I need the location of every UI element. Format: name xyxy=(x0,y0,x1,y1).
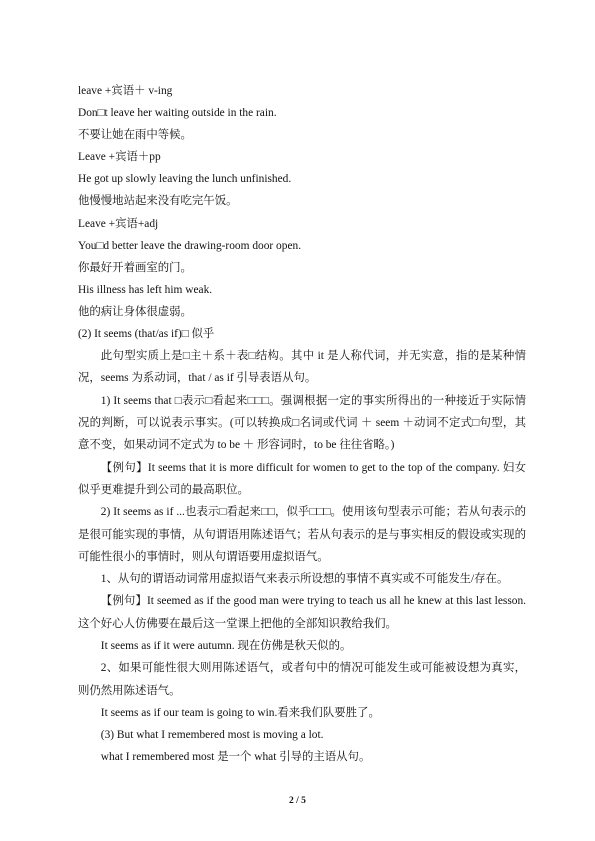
document-body xyxy=(78,80,526,769)
text-line: Don□t leave her waiting outside in the rain. xyxy=(78,107,277,120)
text-line: Leave +宾语+adj xyxy=(78,217,159,230)
example-paragraph: 【例句】It seems that it is more difficult for women to get to the top of the company. 妇女似乎更难提升到公司的最高职位。 xyxy=(78,461,526,496)
paragraph: It seems as if our team is going to win.看来我们队要胜了。 xyxy=(100,706,380,719)
text-line: You□d better leave the drawing-room door open. xyxy=(78,239,302,252)
example-paragraph: 【例句】It seemed as if the good man were trying to teach us all he knew at this last lesson.这个好心人仿佛要在最后这一堂课上把他的全部知识教给我们。 xyxy=(78,595,526,630)
section-heading: (3) But what I remembered most is moving a lot. xyxy=(100,729,324,742)
page-number: 2 / 5 xyxy=(289,796,306,806)
paragraph: 2) It seems as if ...也表示□看起来□□，似乎□□□。使用该句型表示可能；若从句表示的是很可能实现的事情，从句谓语用陈述语气；若从句表示的是与事实相反的假设或实现的可能性很小的事情时，则从句谓语要用虚拟语气。 xyxy=(78,506,526,563)
text-line: His illness has left him weak. xyxy=(78,283,213,296)
text-line: 他的病让身体很虚弱。 xyxy=(78,305,192,318)
paragraph: 此句型实质上是□主＋系＋表□结构。其中 it 是人称代词，并无实意，指的是某种情况，seems 为系动词，that / as if 引导表语从句。 xyxy=(78,350,526,385)
paragraph: 1) It seems that □表示□看起来□□□。强调根据一定的事实所得出的一种接近于实际情况的判断，可以说表示事实。(可以转换成□名词或代词 ＋ seem ＋动词不定式□句型，其意不变，如果动词不定式为 to be ＋ 形容词时，to be 往往省略。) xyxy=(78,394,526,452)
paragraph: 2、如果可能性很大则用陈述语气，或者句中的情况可能发生或可能被设想为真实，则仍然用陈述语气。 xyxy=(78,662,526,697)
paragraph: 1、从句的谓语动词常用虚拟语气来表示所设想的事情不真实或不可能发生/存在。 xyxy=(100,573,509,586)
text-line: 他慢慢地站起来没有吃完午饭。 xyxy=(78,195,238,208)
text-line: 你最好开着画室的门。 xyxy=(78,261,192,274)
text-line: 不要让她在雨中等候。 xyxy=(78,129,192,142)
paragraph: what I remembered most 是一个 what 引导的主语从句。 xyxy=(100,751,371,764)
paragraph: It seems as if it were autumn. 现在仿佛是秋天似的。 xyxy=(100,639,352,652)
text-line: He got up slowly leaving the lunch unfinished. xyxy=(78,173,292,186)
section-heading: (2) It seems (that/as if)□ 似乎 xyxy=(78,328,215,341)
text-line: Leave +宾语＋pp xyxy=(78,151,161,164)
text-line: leave +宾语＋ v-ing xyxy=(78,85,173,97)
